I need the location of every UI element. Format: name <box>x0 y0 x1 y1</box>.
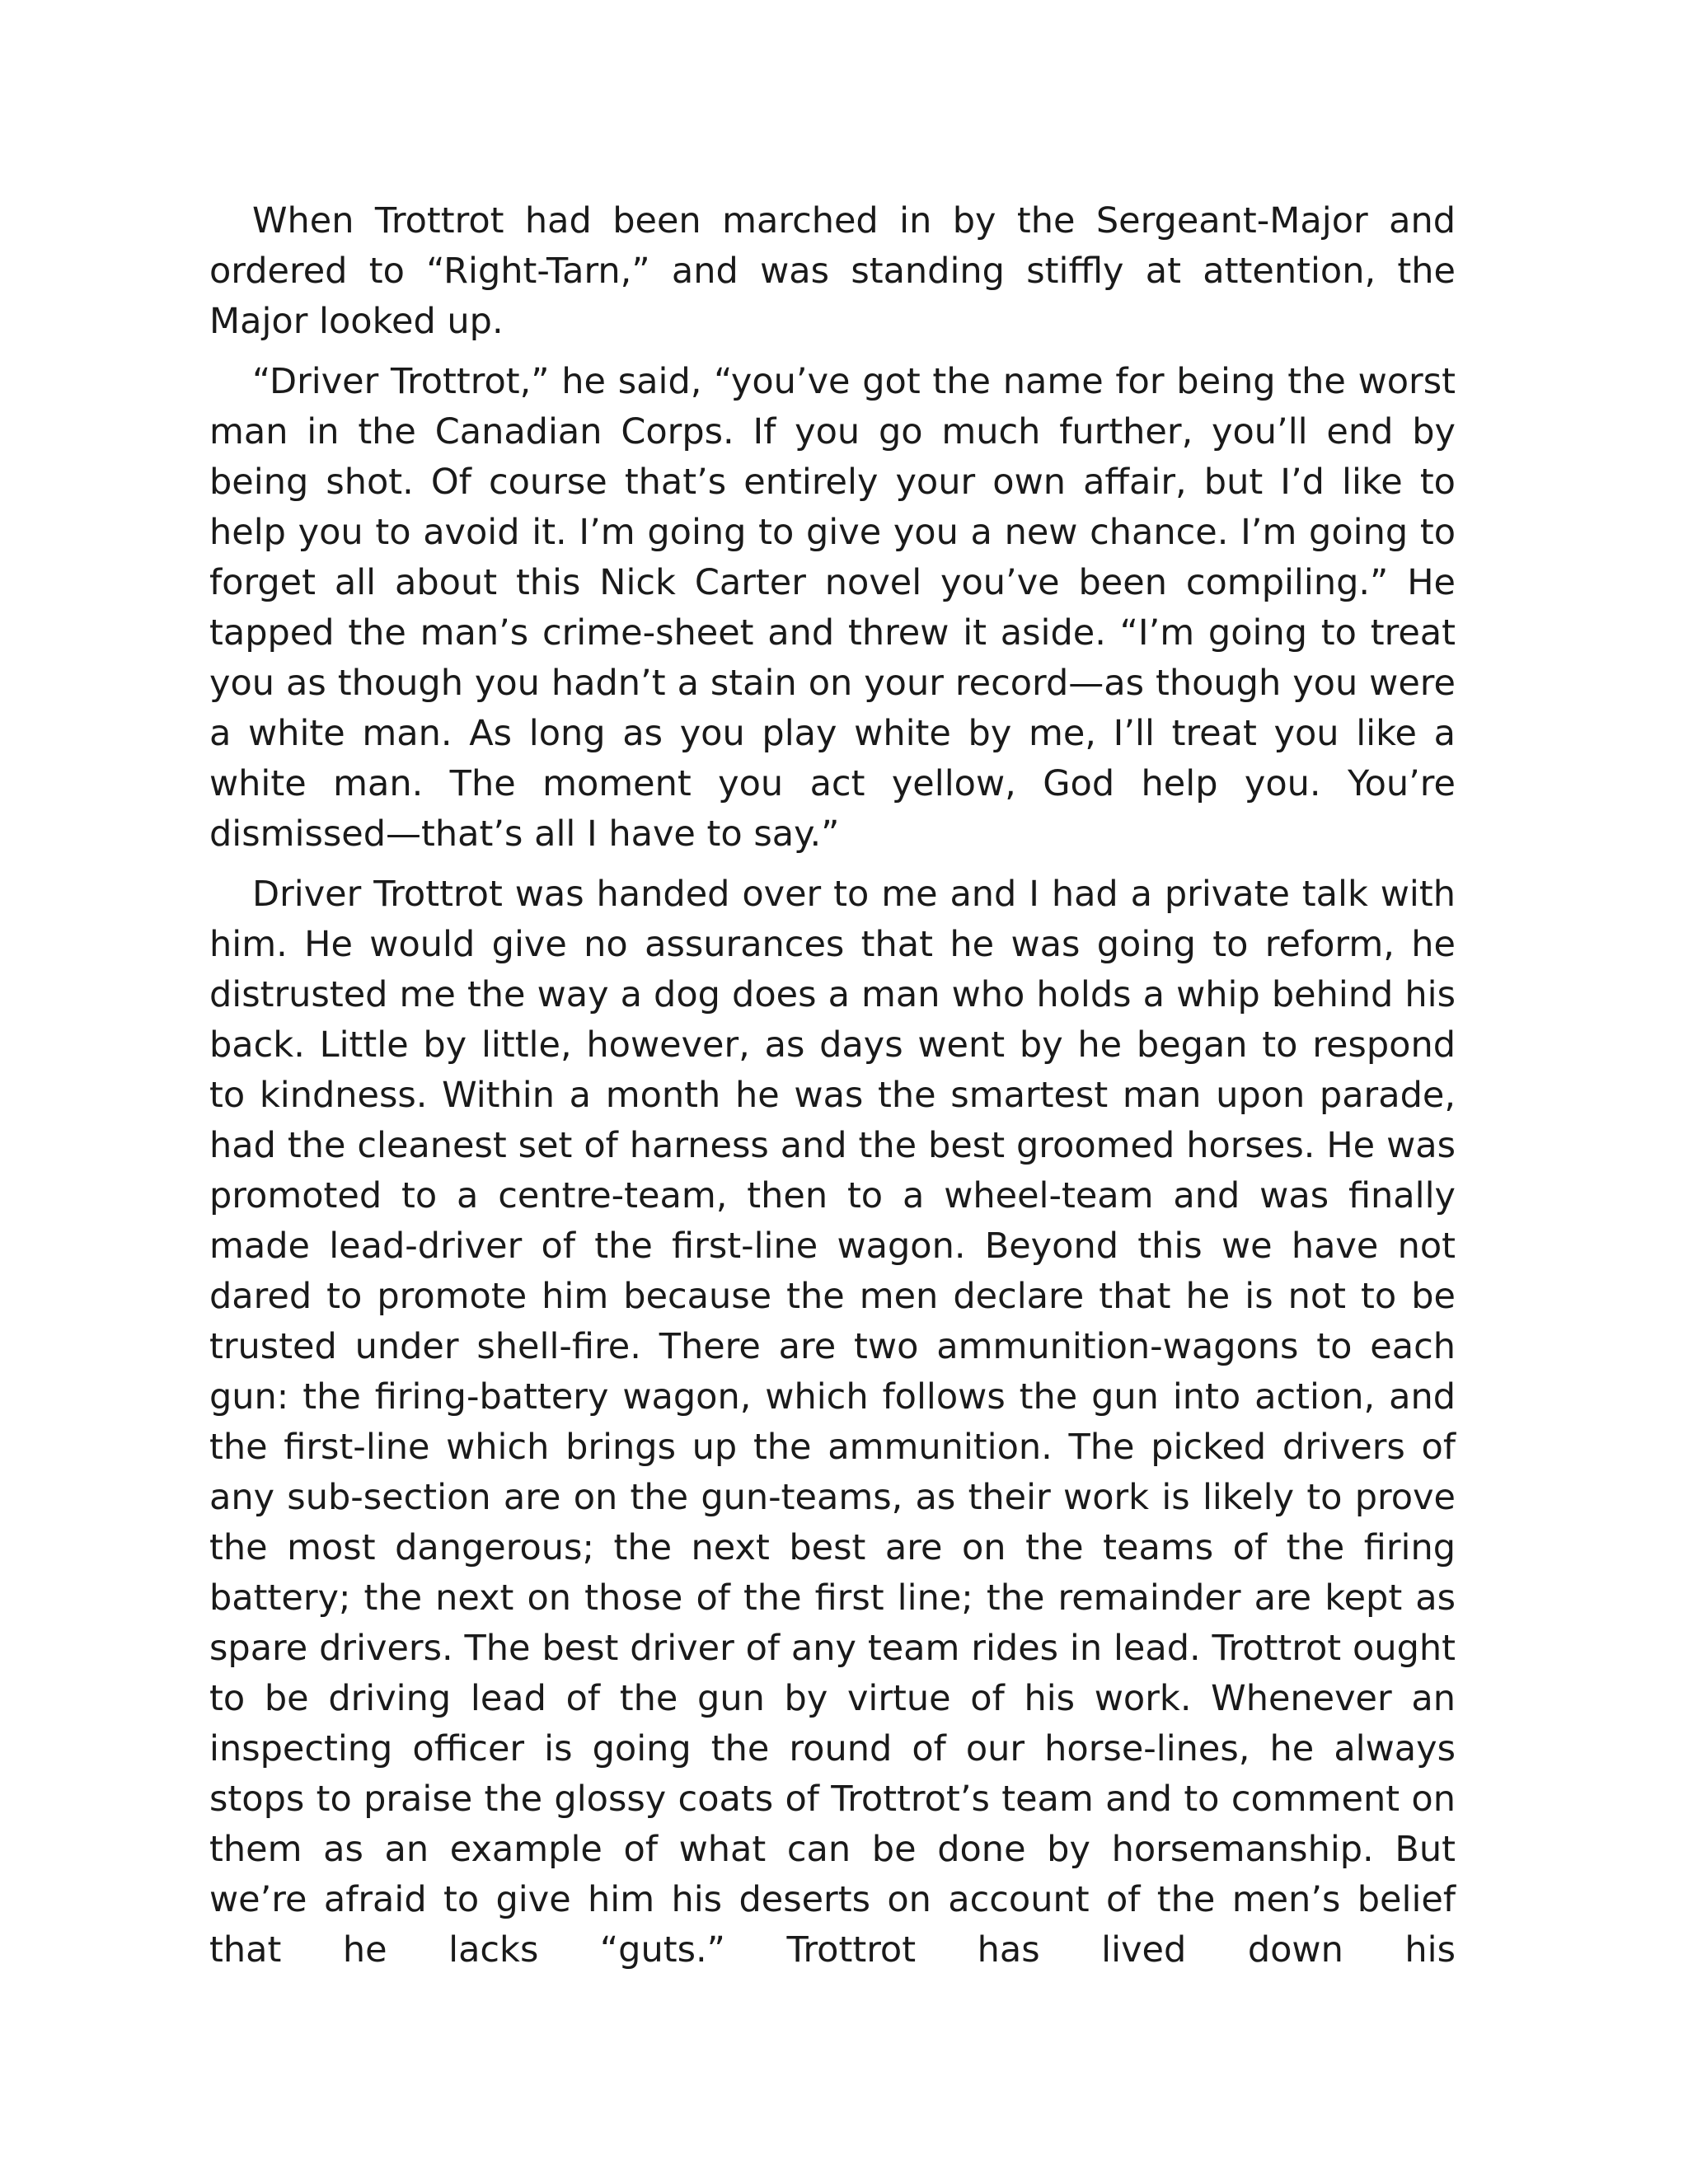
paragraph-2: “Driver Trottrot,” he said, “you’ve got the name for being the worst man in the Canadian Corps. If you go much further, you’ll end by being shot. Of course that’s entirely your own affair, but I’d like to help you to avoid it. I’m going to give you a new chance. I’m going to forget all about this Nick Carter novel you’ve been compiling.” He tapped the man’s crime-sheet and threw it aside. “I’m going to treat you as though you hadn’t a stain on your record—as though you were a white man. As long as you play white by me, I’ll treat you like a white man. The moment you act yellow, God help you. You’re dismissed—that’s all I have to say.” <box>209 361 1456 855</box>
paragraph-3: Driver Trottrot was handed over to me and I had a private talk with him. He would give no assurances that he was going to reform, he distrusted me the way a dog does a man who holds a whip behind his back. Little by little, however, as days went by he began to respond to kindness. Within a month he was the smartest man upon parade, had the cleanest set of harness and the best groomed horses. He was promoted to a centre-team, then to a wheel-team and was finally made lead-driver of the first-line wagon. Beyond this we have not dared to promote him because the men declare that he is not to be trusted under shell-fire. There are two ammunition-wagons to each gun: the firing-battery wagon, which follows the gun into action, and the first-line which brings up the ammunition. The picked drivers of any sub-section are on the gun-teams, as their work is likely to prove the most dangerous; the next best are on the teams of the firing battery; the next on those of the first line; the remainder are kept as spare drivers. The best driver of any team rides in lead. Trottrot ought to be driving lead of the gun by virtue of his work. Whenever an inspecting officer is going the round of our horse-lines, he always stops to praise the glossy coats of Trottrot’s team and to comment on them as an example of what can be done by horsemanship. But we’re afraid to give him his deserts on account of the men’s belief that he lacks “guts.” Trottrot has lived down his <box>209 874 1456 1971</box>
paragraph-1: When Trottrot had been marched in by the Sergeant-Major and ordered to “Right-Tarn,” and was standing stiffly at attention, the Major looked up. <box>209 200 1456 342</box>
page-text <box>209 196 1456 1985</box>
